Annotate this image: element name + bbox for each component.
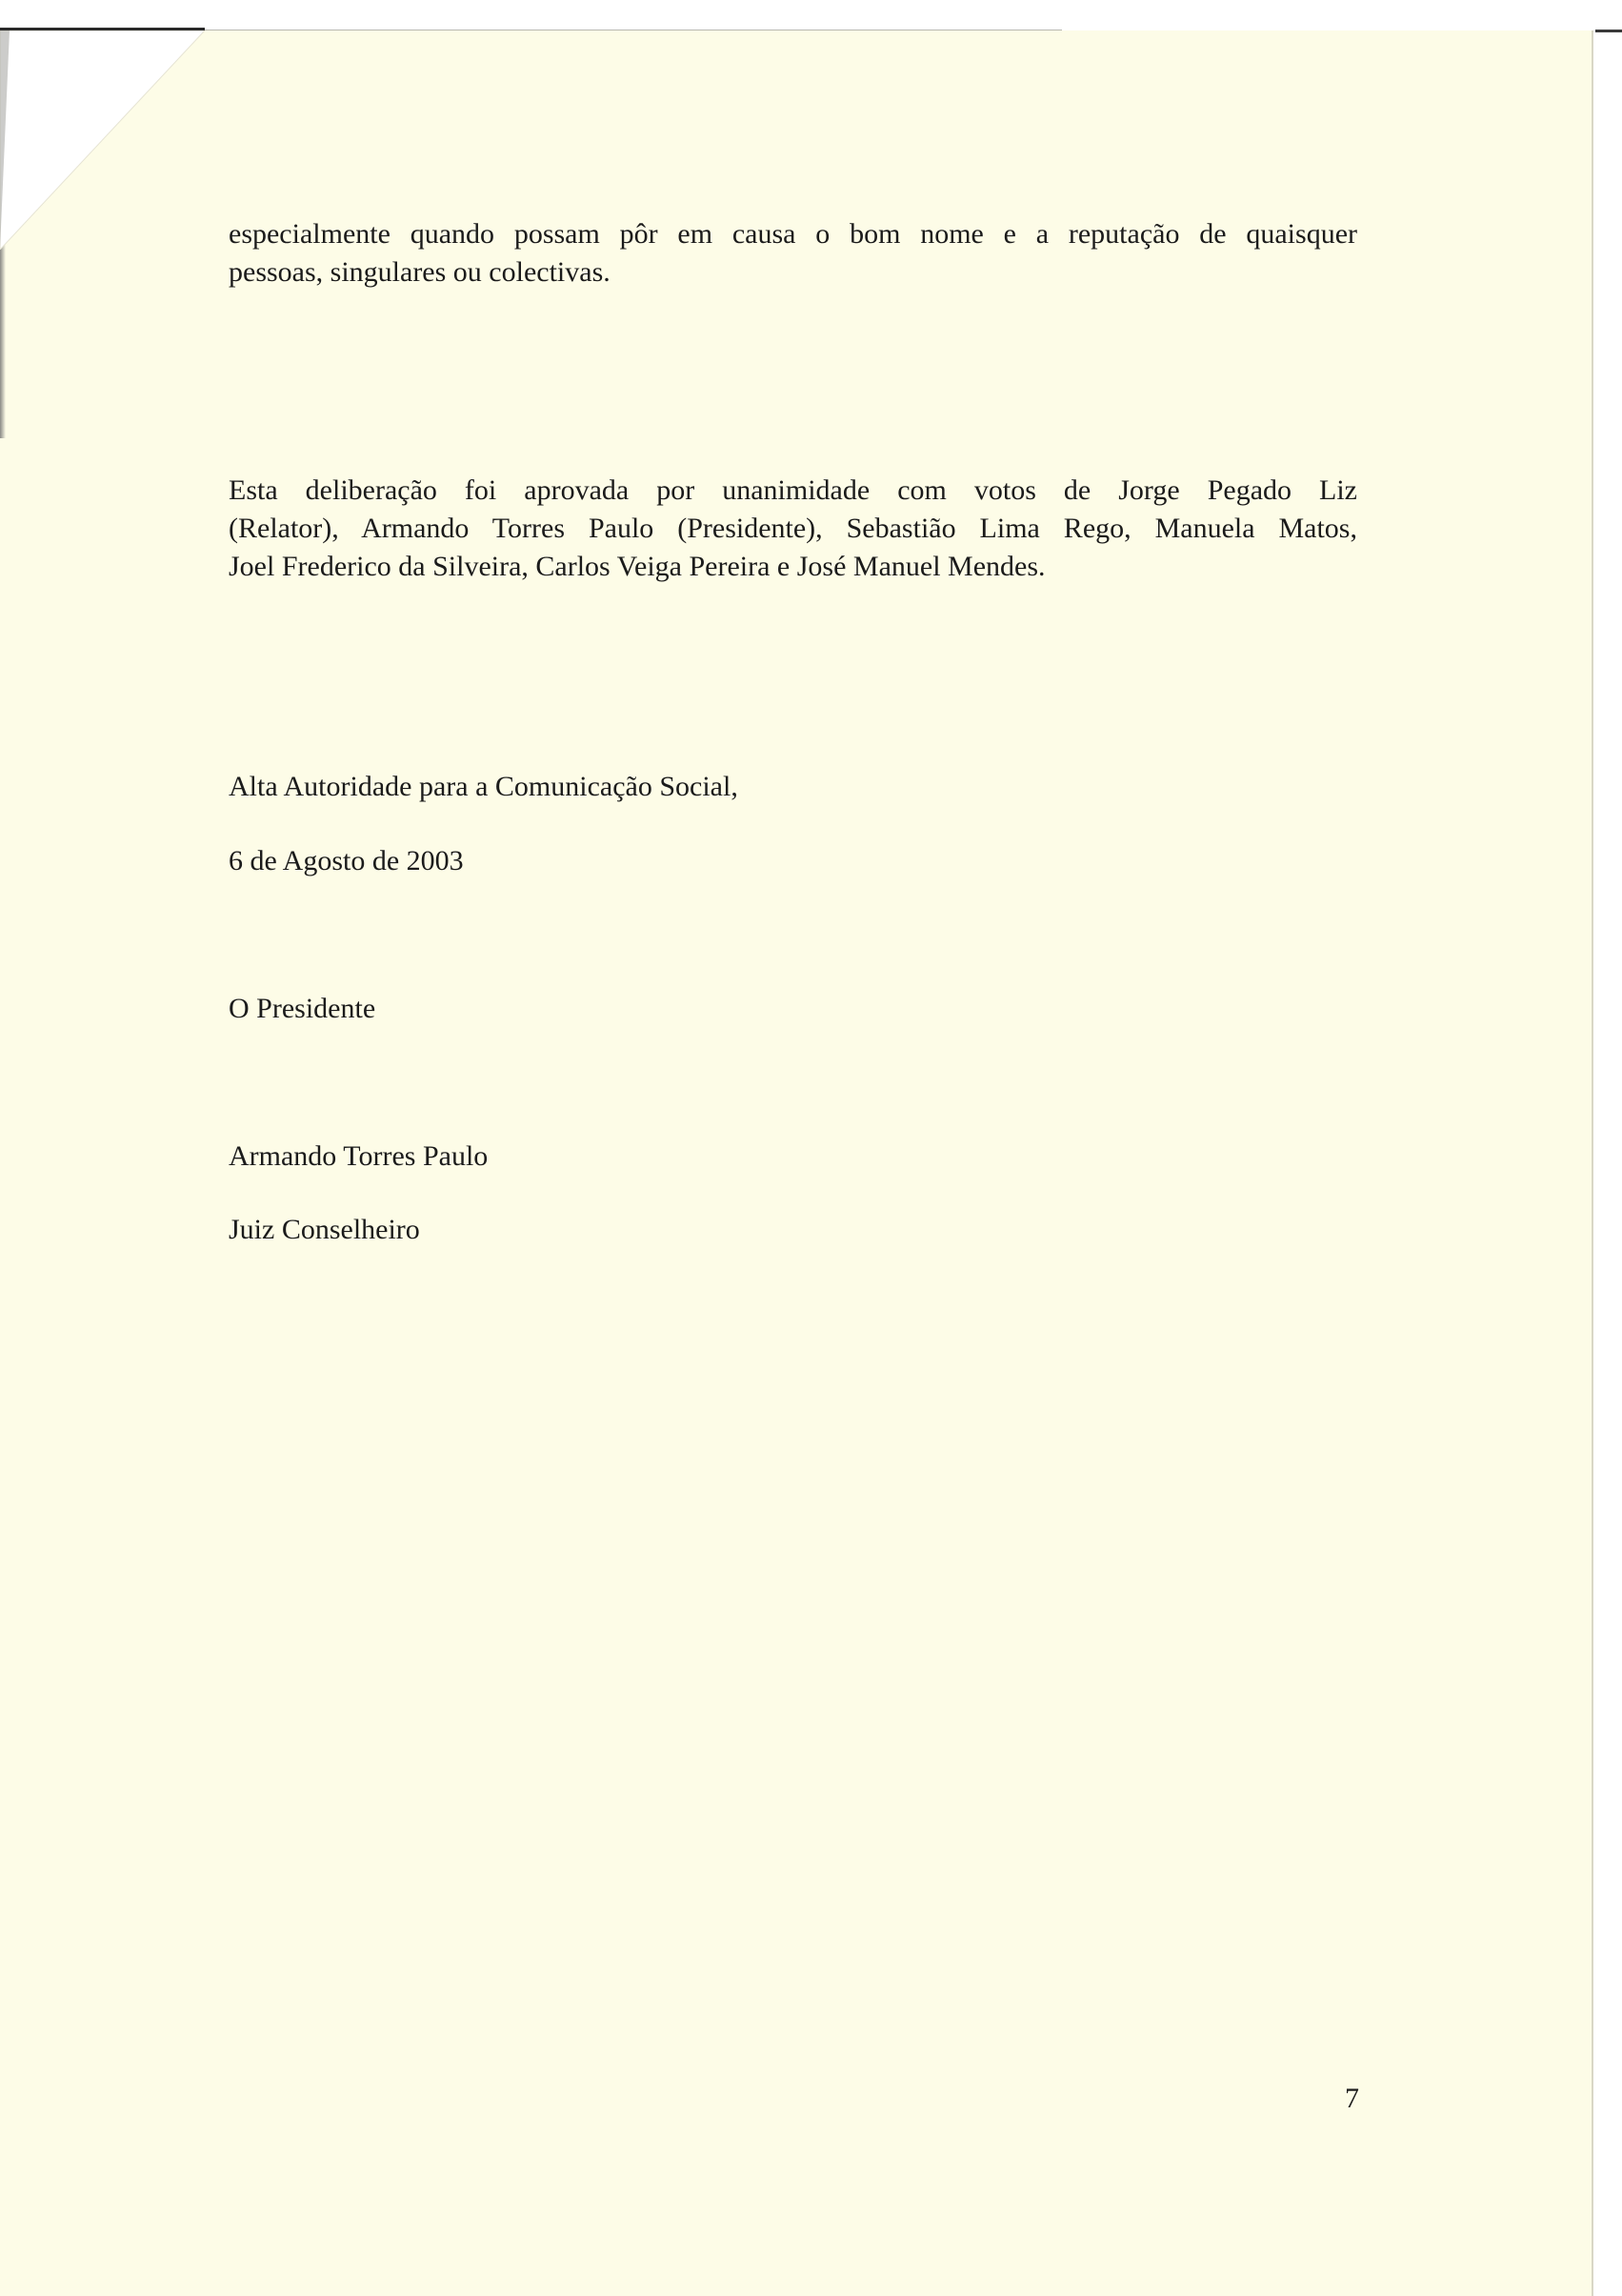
signatory-name: Armando Torres Paulo bbox=[229, 1140, 489, 1172]
scan-edge-right bbox=[1592, 30, 1593, 2296]
institution-name: Alta Autoridade para a Comunicação Social, bbox=[229, 771, 738, 802]
paragraph-deliberation-vote bbox=[229, 472, 1357, 586]
signatory-role: Juiz Conselheiro bbox=[229, 1214, 420, 1245]
paragraph-line: Esta deliberação foi aprovada por unanimidade com votos de Jorge Pegado Liz bbox=[229, 474, 1357, 506]
scan-edge-top-right bbox=[1595, 30, 1622, 32]
document-date: 6 de Agosto de 2003 bbox=[229, 845, 464, 876]
paragraph-closing-clause bbox=[229, 215, 1357, 292]
paragraph-line: pessoas, singulares ou colectivas. bbox=[229, 256, 611, 288]
paragraph-line: Joel Frederico da Silveira, Carlos Veiga Pereira e José Manuel Mendes. bbox=[229, 551, 1046, 582]
paragraph-line: (Relator), Armando Torres Paulo (Presidente), Sebastião Lima Rego, Manuela Matos, bbox=[229, 513, 1357, 544]
signatory-title: O Presidente bbox=[229, 993, 376, 1024]
paragraph-line: especialmente quando possam pôr em causa o bom nome e a reputação de quaisquer bbox=[229, 218, 1357, 250]
page-number: 7 bbox=[1345, 2083, 1359, 2114]
folded-corner bbox=[0, 30, 205, 250]
